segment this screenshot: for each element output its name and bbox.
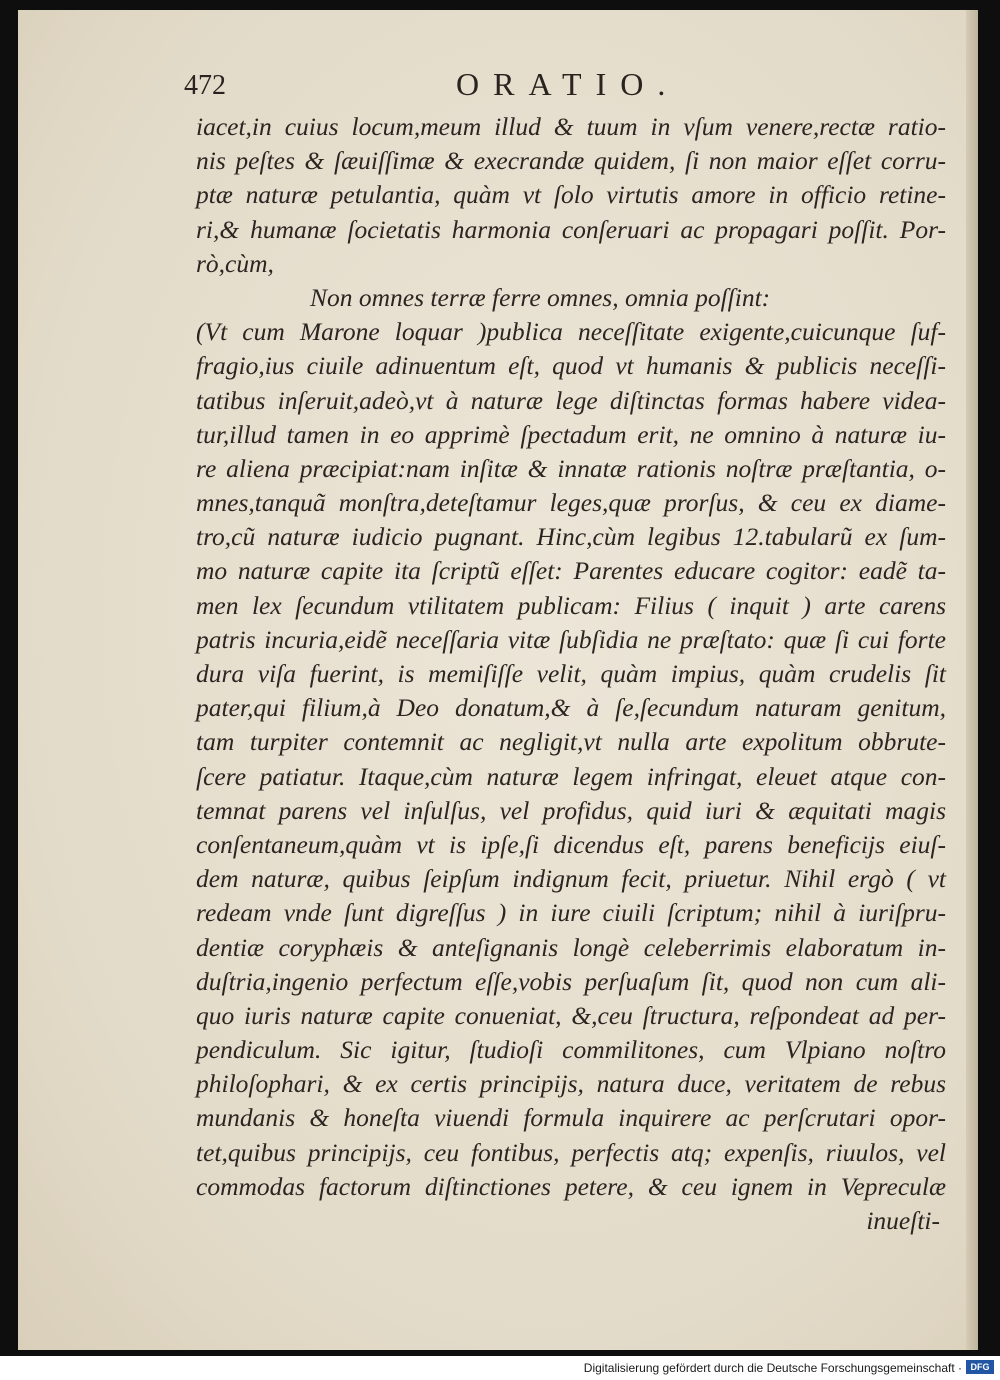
dfg-logo: DFG: [966, 1360, 994, 1374]
text-line: quo iuris naturæ capite conueniat, &,ceu ſtructura, reſpondeat ad per-: [196, 1000, 946, 1030]
page-number: 472: [184, 70, 226, 101]
page-edge-shadow: [966, 10, 978, 1350]
text-line: tatibus inſeruit,adeò,vt à naturæ lege diſtinctas formas habere videa-: [196, 385, 946, 415]
catchword: inueſti-: [866, 1206, 940, 1235]
text-line: dentiæ coryphæis & anteſignanis longè celeberrimis elaboratum in-: [196, 932, 946, 962]
verse-quotation: Non omnes terræ ferre omnes, omnia poſſint:: [310, 282, 771, 312]
text-line: dem naturæ, quibus ſeipſum indignum fecit, priuetur. Nihil ergò ( vt: [196, 864, 946, 894]
text-line: ſcere patiatur. Itaque,cùm naturæ legem infringat, eleuet atque con-: [196, 761, 946, 791]
text-line: tur,illud tamen in eo apprimè ſpectadum erit, ne omnino à naturæ iu-: [196, 419, 946, 449]
text-line: fragio,ius ciuile adinuentum eſt, quod vt humanis & publicis neceſſi-: [196, 351, 946, 381]
text-line: dura viſa fuerint, is memiſiſſe velit, quàm impius, quàm crudelis ſit: [196, 659, 946, 688]
text-line: duſtria,ingenio perfectum eſſe,vobis perſuaſum ſit, quod non cum ali-: [196, 966, 946, 996]
digitization-footer: [0, 1356, 1000, 1380]
text-line: temnat parens vel inſulſus, vel profidus, quid iuri & æquitati magis: [196, 795, 946, 825]
text-line: tet,quibus principijs, ceu fontibus, perfectis atq; expenſis, riuulos, vel: [196, 1137, 946, 1167]
text-line: mundanis & honeſta viuendi formula inquirere ac perſcrutari opor-: [196, 1103, 946, 1133]
text-line: tam turpiter contemnit ac negligit,vt nulla arte expolitum obbrute-: [196, 727, 946, 757]
text-line: redeam vnde ſunt digreſſus ) in iure ciuili ſcriptum; nihil à iuriſpru-: [196, 898, 946, 928]
text-line: mo naturæ capite ita ſcriptũ eſſet: Parentes educare cogitor: eadẽ ta-: [196, 556, 946, 586]
text-line: re aliena præcipiat:nam inſitæ & innatæ rationis noſtræ præſtantia, o-: [196, 453, 946, 483]
footer-credit: Digitalisierung gefördert durch die Deutsche Forschungsgemeinschaft ·: [583, 1361, 962, 1375]
running-title: ORATIO.: [456, 66, 680, 102]
running-head: [184, 64, 944, 112]
text-line: nis peſtes & ſæuiſſimæ & execrandæ quidem, ſi non maior eſſet corru-: [196, 146, 946, 176]
text-line: (Vt cum Marone loquar )publica neceſſitate exigente,cuicunque ſuf-: [196, 317, 946, 347]
text-line: iacet,in cuius locum,meum illud & tuum in vſum venere,rectæ ratio-: [196, 112, 946, 141]
text-line: philoſophari, & ex certis principijs, natura duce, veritatem de rebus: [196, 1069, 946, 1099]
text-line: mnes,tanquã monſtra,deteſtamur leges,quæ prorſus, & ceu ex diame-: [196, 488, 946, 518]
text-line: conſentaneum,quàm vt is ipſe,ſi dicendus eſt, parens beneficijs eiuſ-: [196, 829, 946, 859]
text-line: tro,cũ naturæ iudicio pugnant. Hinc,cùm legibus 12.tabularũ ex ſum-: [196, 522, 946, 552]
text-line: commodas factorum diſtinctiones petere, & ceu ignem in Vepreculæ: [196, 1171, 946, 1201]
text-line: ptæ naturæ petulantia, quàm vt ſolo virtutis amore in officio retine-: [196, 180, 946, 210]
body-text: [196, 110, 946, 1238]
text-line: rò,cùm,: [196, 248, 274, 278]
text-line: men lex ſecundum vtilitatem publicam: Filius ( inquit ) arte carens: [196, 590, 946, 620]
text-line: ri,& humanæ ſocietatis harmonia conſeruari ac propagari poſſit. Por-: [196, 214, 946, 244]
text-line: pater,qui filium,à Deo donatum,& à ſe,ſecundum naturam genitum,: [196, 693, 946, 723]
text-line: pendiculum. Sic igitur, ſtudioſi commilitones, cum Vlpiano noſtro: [196, 1035, 946, 1065]
text-line: patris incuria,eidẽ neceſſaria vitæ ſubſidia ne præſtato: quæ ſi cui forte: [196, 624, 946, 654]
